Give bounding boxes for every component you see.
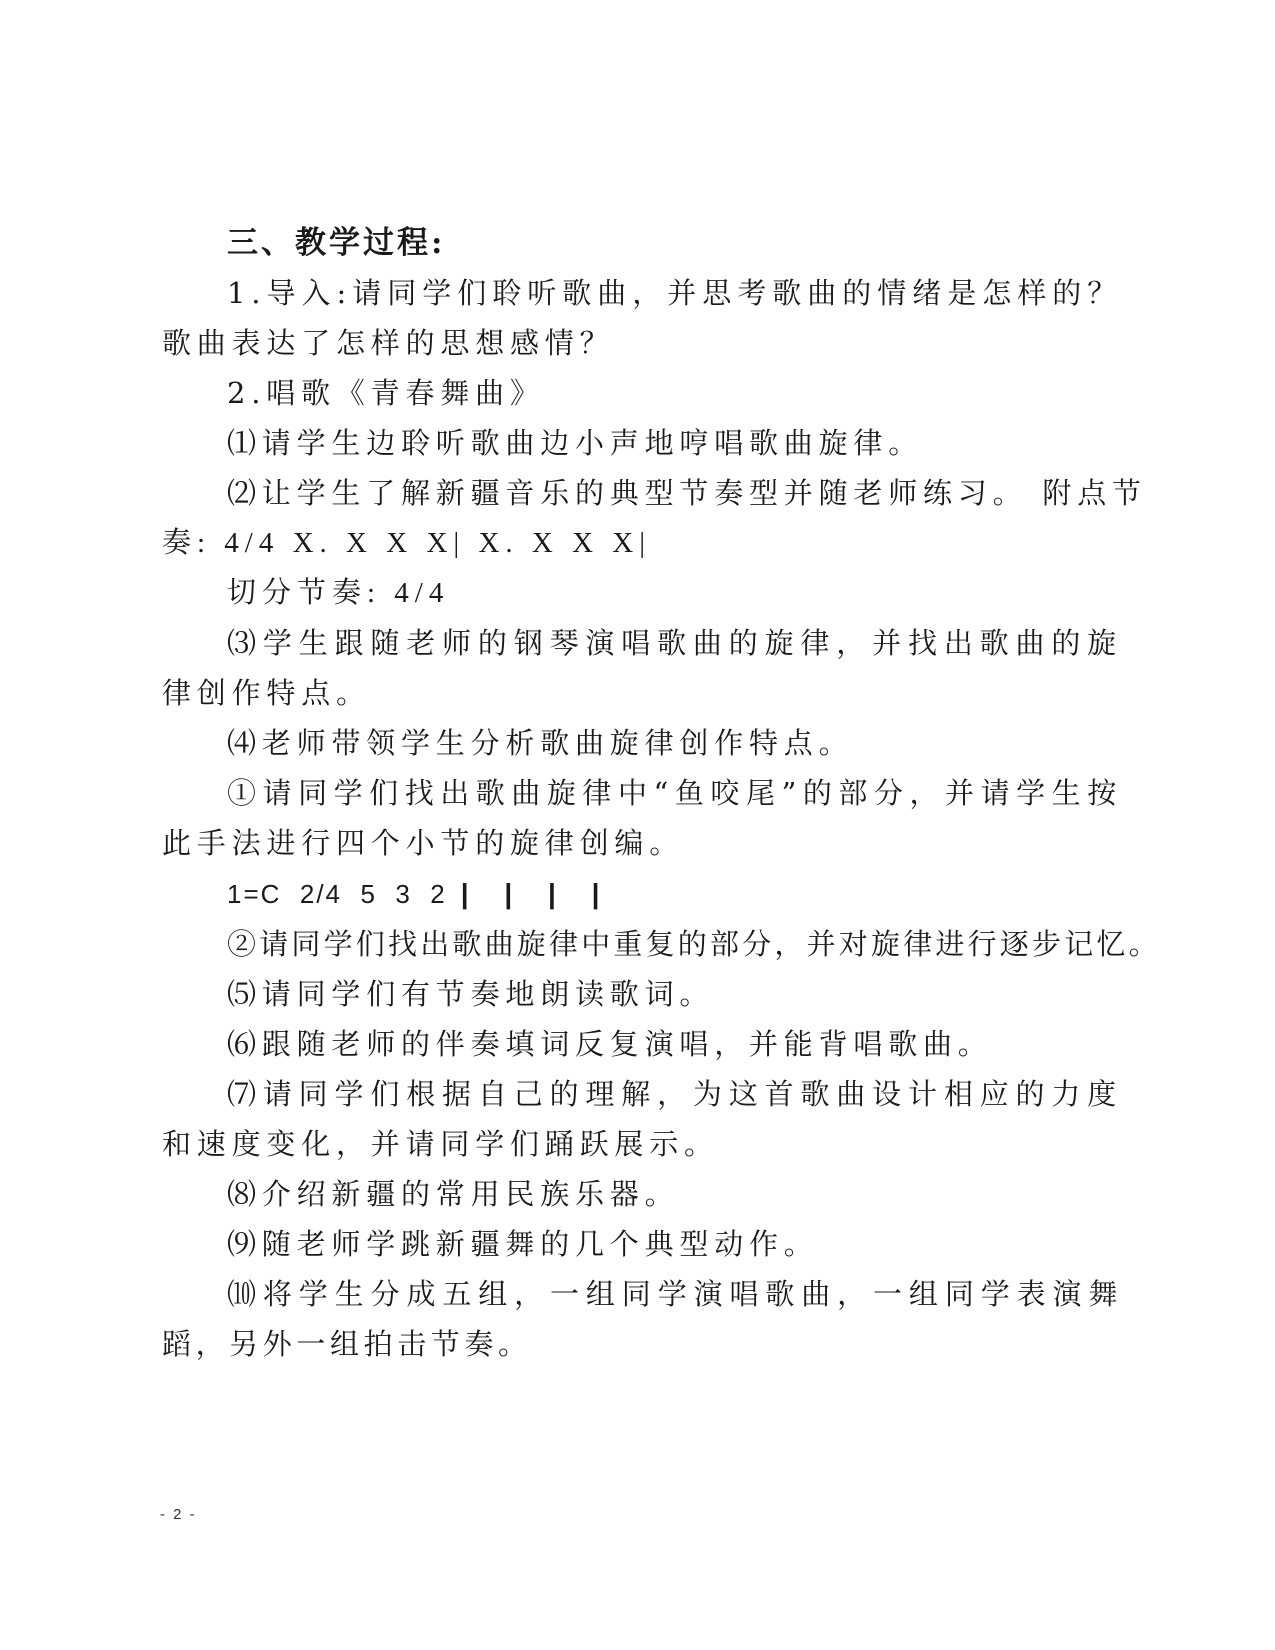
notation-barlines: | | | |	[460, 878, 614, 909]
page-number: - 2 -	[160, 1506, 197, 1523]
paragraph-step-7: ⑺请同学们根据自己的理解，为这首歌曲设计相应的力度和速度变化，并请同学们踊跃展示。	[162, 1077, 1122, 1161]
paragraph-syncopation: 切分节奏: 4/4	[227, 577, 450, 609]
paragraph-repetition: ②请同学们找出歌曲旋律中重复的部分，并对旋律进行逐步记忆。	[227, 927, 1161, 961]
paragraph-step-6: ⑹跟随老师的伴奏填词反复演唱，并能背唱歌曲。	[227, 1027, 993, 1061]
paragraph-step-10: ⑽将学生分成五组，一组同学演唱歌曲，一组同学表演舞蹈，另外一组拍击节奏。	[162, 1277, 1122, 1361]
notation-line	[162, 868, 1122, 919]
paragraph-step-3: ⑶学生跟随老师的钢琴演唱歌曲的旋律，并找出歌曲的旋律创作特点。	[162, 626, 1122, 710]
paragraph-sing-song: 2.唱歌《青春舞曲》	[227, 376, 545, 410]
paragraph-step-4: ⑷老师带领学生分析歌曲旋律创作特点。	[227, 726, 854, 760]
paragraph-fish-tail: ①请同学们找出歌曲旋律中“鱼咬尾”的部分，并请学生按此手法进行四个小节的旋律创编。	[162, 776, 1122, 860]
section-heading: 三、教学过程:	[227, 225, 446, 261]
paragraph-step-2-line-1: ⑵让学生了解新疆音乐的典型节奏型并随老师练习。 附点节	[227, 476, 1147, 510]
paragraph-step-8: ⑻介绍新疆的常用民族乐器。	[227, 1177, 680, 1211]
paragraph-step-2-line-2: 奏: 4/4 X. X X X| X. X X X|	[162, 527, 652, 559]
page-body	[162, 218, 1161, 1369]
paragraph-intro: 1.导入:请同学们聆听歌曲，并思考歌曲的情绪是怎样的？歌曲表达了怎样的思想感情？	[162, 276, 1122, 360]
paragraph-step-9: ⑼随老师学跳新疆舞的几个典型动作。	[227, 1227, 819, 1261]
paragraph-step-1: ⑴请学生边聆听歌曲边小声地哼唱歌曲旋律。	[227, 426, 924, 460]
notation-text: 1=C 2/4 5 3 2	[227, 879, 447, 909]
paragraph-step-5: ⑸请同学们有节奏地朗读歌词。	[227, 977, 715, 1011]
